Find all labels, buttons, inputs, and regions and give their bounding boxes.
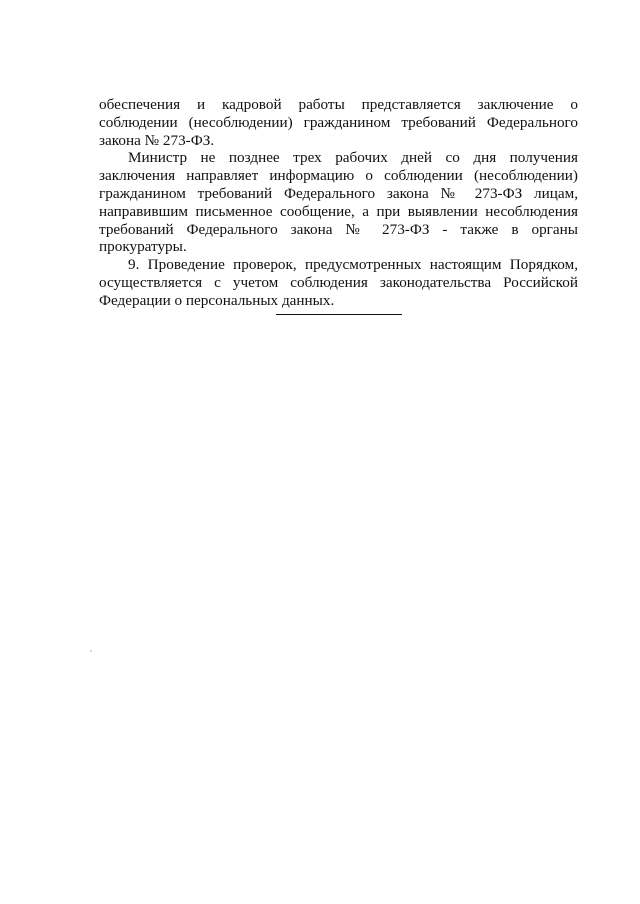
- scan-artifact-dot: [90, 650, 92, 652]
- end-of-document-line: [276, 314, 402, 315]
- document-body: [99, 96, 578, 310]
- paragraph-item-9: 9. Проведение проверок, предусмотренных настоящим Порядком, осуществляется с учетом соблюдения законодательства Российской Федерации о персональных данных.: [99, 256, 578, 309]
- paragraph-continuation: обеспечения и кадровой работы представляется заключение о соблюдении (несоблюдении) гражданином требований Федерального закона № 273-ФЗ.: [99, 96, 578, 149]
- paragraph-minister-notice: Министр не позднее трех рабочих дней со дня получения заключения направляет информацию о соблюдении (несоблюдении) гражданином требований Федерального закона № 273-ФЗ лицам, направившим письменное сообщение, а при выявлении несоблюдения требований Федерального закона № 273-ФЗ - также в органы прокуратуры.: [99, 149, 578, 256]
